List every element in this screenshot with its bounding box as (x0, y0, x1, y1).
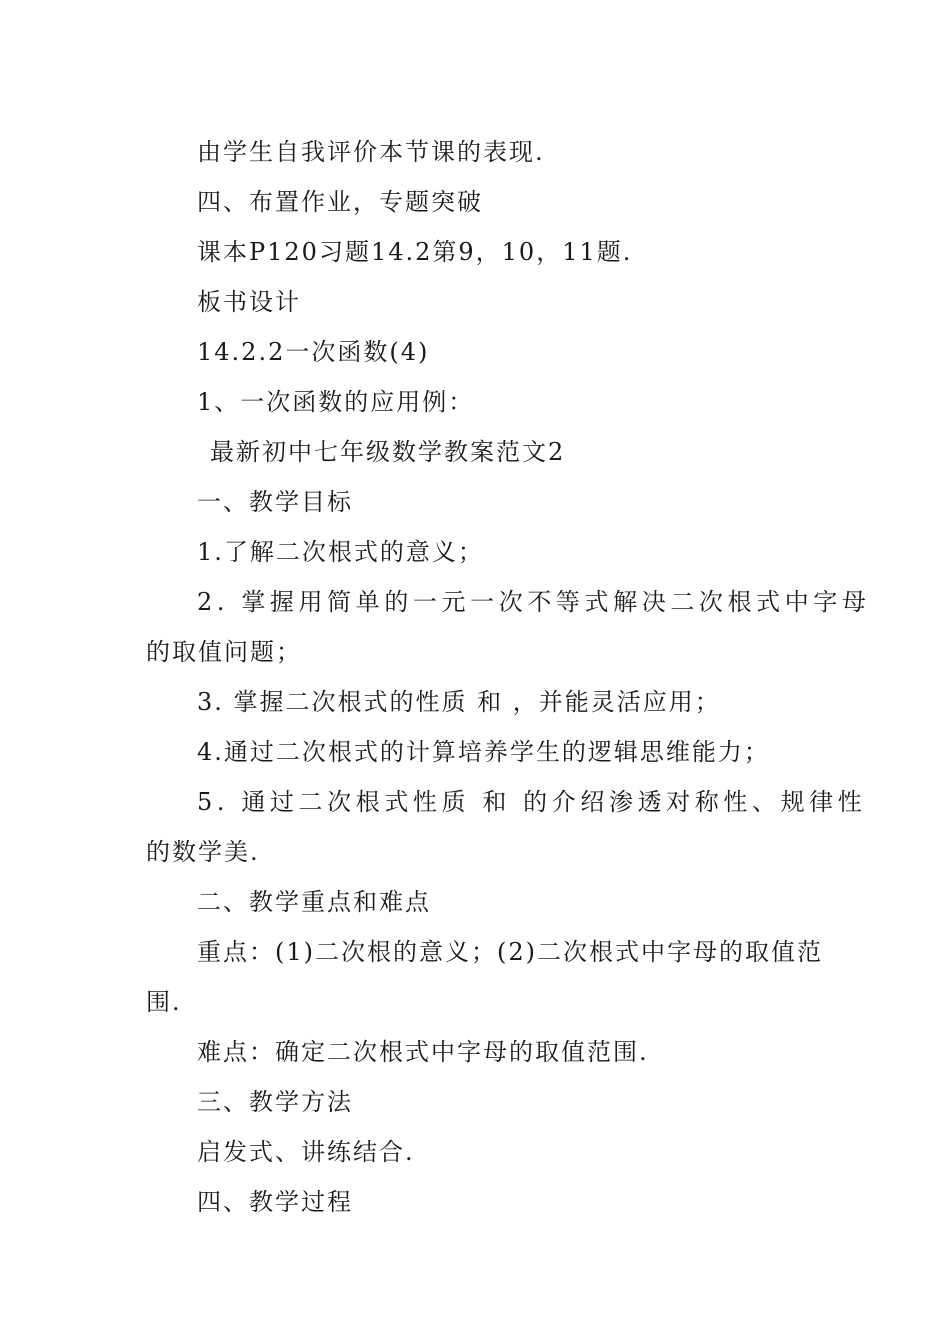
text-line-difficult-points: 难点：确定二次根式中字母的取值范围. (197, 1038, 649, 1066)
objective-item-1: 1.了解二次根式的意义； (197, 538, 484, 566)
text-line-application-example: 1、一次函数的应用例： (197, 388, 475, 416)
objective-item-2-continued: 的取值问题； (146, 638, 302, 666)
text-line-methods: 启发式、讲练结合. (197, 1138, 415, 1166)
objective-item-5: 5. 通过二次根式性质 和 的介绍渗透对称性、规律性 (197, 788, 867, 816)
heading-teaching-methods: 三、教学方法 (197, 1088, 353, 1116)
heading-homework: 四、布置作业，专题突破 (197, 188, 483, 216)
text-line-textbook-exercises: 课本P120习题14.2第9，10，11题. (197, 238, 633, 266)
heading-teaching-objectives: 一、教学目标 (197, 488, 353, 516)
heading-teaching-process: 四、教学过程 (197, 1188, 353, 1216)
text-line-key-points-continued: 围. (146, 988, 182, 1016)
objective-item-5-continued: 的数学美. (146, 838, 260, 866)
objective-item-4: 4.通过二次根式的计算培养学生的逻辑思维能力； (197, 738, 770, 766)
objective-item-2: 2. 掌握用简单的一元一次不等式解决二次根式中字母 (197, 588, 871, 616)
heading-board-design: 板书设计 (197, 288, 301, 316)
text-line-section-number: 14.2.2一次函数(4) (197, 338, 430, 366)
heading-key-points: 二、教学重点和难点 (197, 888, 431, 916)
document-subtitle: 最新初中七年级数学教案范文2 (210, 438, 566, 466)
text-line-self-evaluation: 由学生自我评价本节课的表现. (197, 138, 545, 166)
objective-item-3: 3. 掌握二次根式的性质 和 ，并能灵活应用； (197, 688, 721, 716)
text-line-key-points: 重点：(1)二次根的意义；(2)二次根式中字母的取值范 (197, 938, 823, 966)
